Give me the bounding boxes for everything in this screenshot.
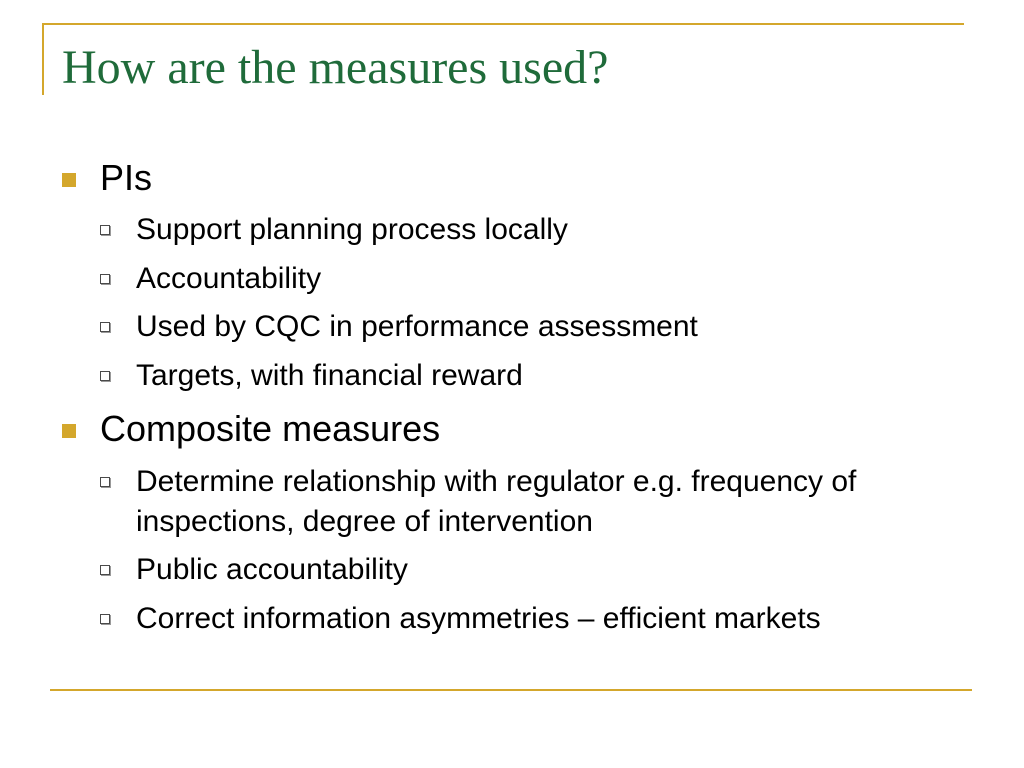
filled-square-bullet-icon bbox=[62, 424, 76, 438]
list-item-text: Support planning process locally bbox=[136, 213, 568, 246]
bottom-accent-rule bbox=[50, 689, 972, 691]
list-item-level2 bbox=[100, 356, 936, 396]
filled-square-bullet-icon bbox=[62, 173, 76, 187]
hollow-square-bullet-icon bbox=[100, 225, 110, 235]
hollow-square-bullet-icon bbox=[100, 371, 110, 381]
top-accent-rule bbox=[42, 23, 964, 25]
list-item-level2 bbox=[100, 550, 936, 590]
list-item-level2 bbox=[100, 307, 936, 347]
hollow-square-bullet-icon bbox=[100, 477, 110, 487]
list-item-text: Correct information asymmetries – efficient markets bbox=[136, 602, 821, 635]
list-item-text: Public accountability bbox=[136, 553, 408, 586]
section-heading: Composite measures bbox=[100, 408, 441, 449]
list-item-text: Targets, with financial reward bbox=[136, 359, 523, 392]
list-item-level2 bbox=[100, 462, 936, 542]
list-item-text: Accountability bbox=[136, 262, 322, 295]
left-accent-rule bbox=[42, 23, 44, 95]
list-item-text: Used by CQC in performance assessment bbox=[136, 310, 698, 343]
list-item-level1 bbox=[62, 156, 152, 200]
list-item-level2 bbox=[100, 599, 876, 639]
hollow-square-bullet-icon bbox=[100, 274, 110, 284]
section-heading: PIs bbox=[100, 157, 153, 198]
slide-title: How are the measures used? bbox=[62, 41, 609, 94]
list-item-level2 bbox=[100, 210, 936, 250]
list-item-level1 bbox=[62, 407, 440, 451]
hollow-square-bullet-icon bbox=[100, 565, 110, 575]
hollow-square-bullet-icon bbox=[100, 322, 110, 332]
list-item-text: Determine relationship with regulator e.g. frequency of inspections, degree of intervention bbox=[136, 465, 857, 538]
list-item-level2 bbox=[100, 259, 936, 299]
hollow-square-bullet-icon bbox=[100, 614, 110, 624]
